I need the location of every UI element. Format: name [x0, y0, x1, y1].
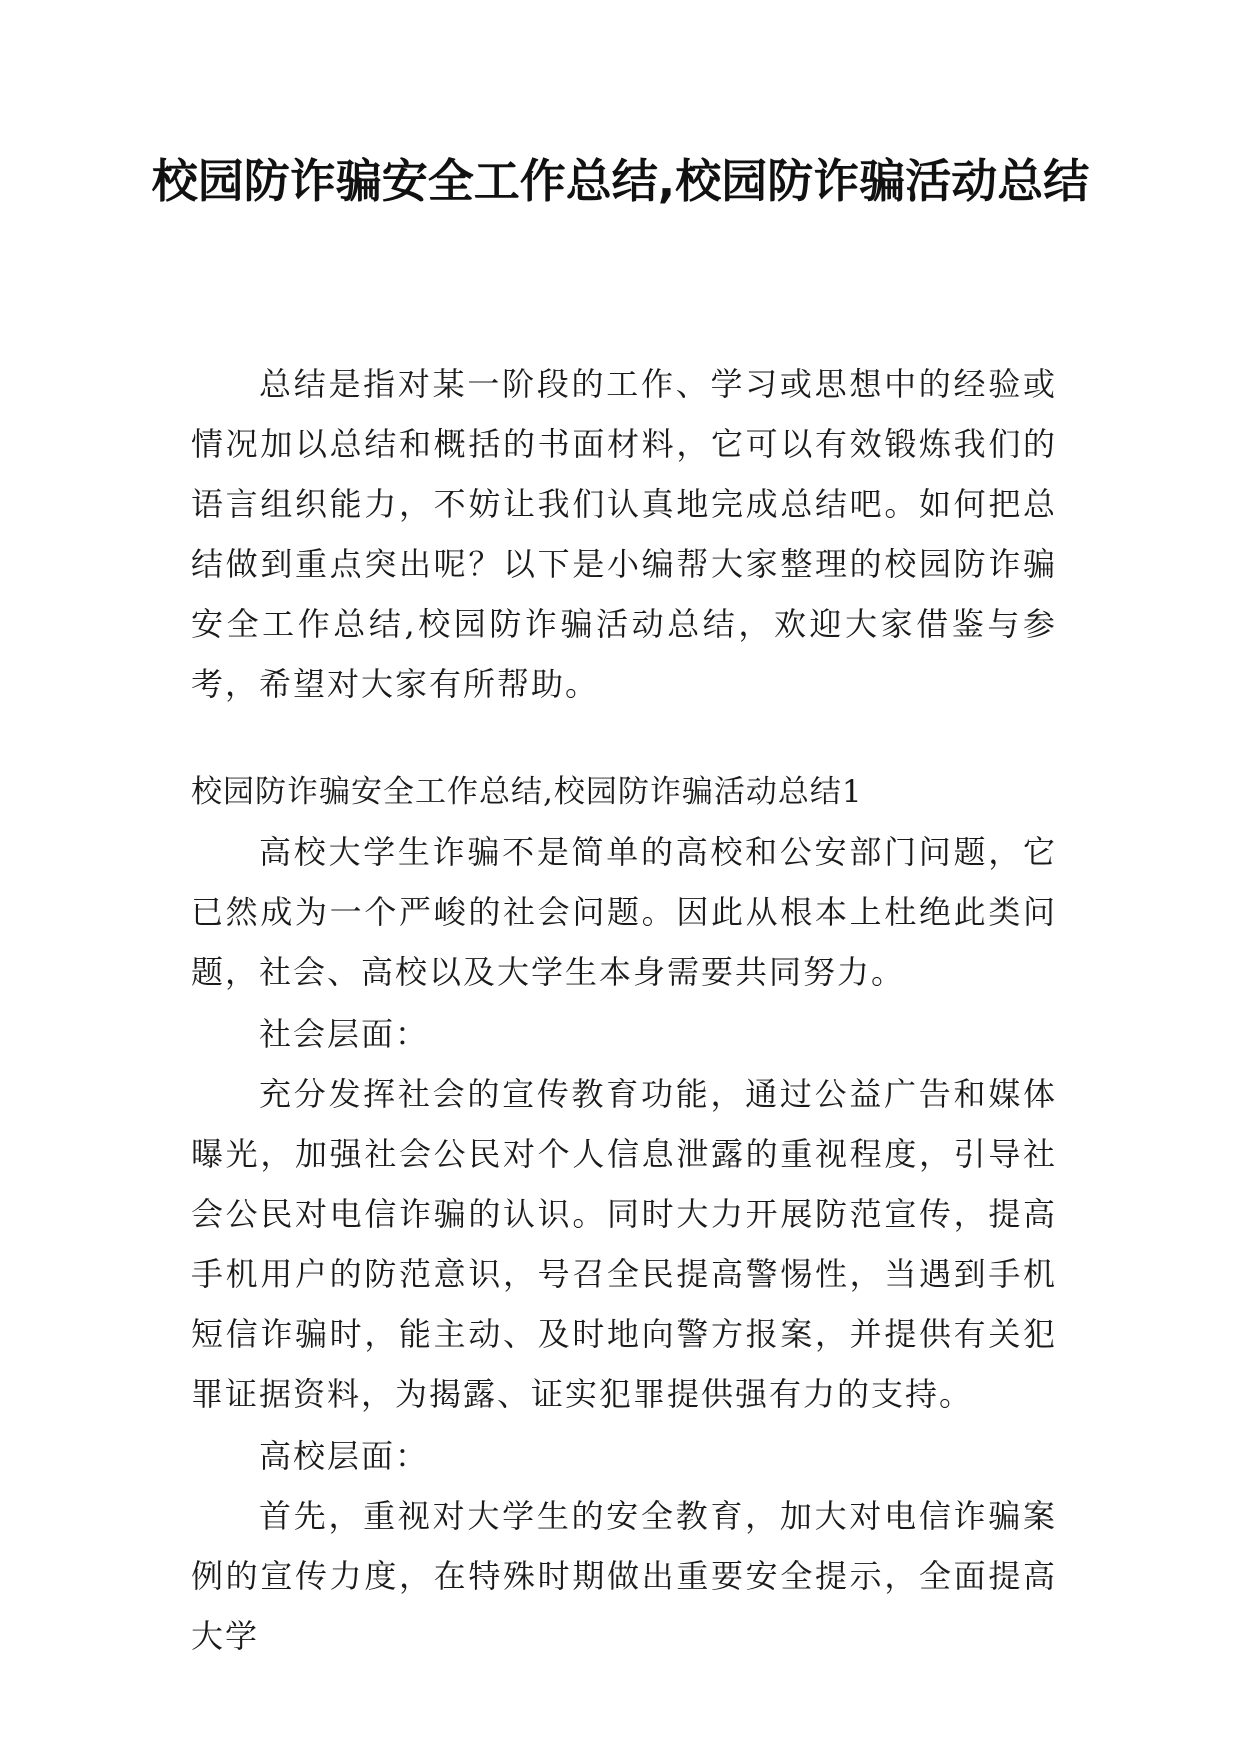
intro-paragraph: 总结是指对某一阶段的工作、学习或思想中的经验或情况加以总结和概括的书面材料，它可以有效锻炼我们的语言组织能力，不妨让我们认真地完成总结吧。如何把总结做到重点突出呢？以下是小编帮大家整理的校园防诈骗安全工作总结,校园防诈骗活动总结，欢迎大家借鉴与参考，希望对大家有所帮助。	[191, 365, 1057, 703]
body-paragraph: 高校大学生诈骗不是简单的高校和公安部门问题，它已然成为一个严峻的社会问题。因此从根本上杜绝此类问题，社会、高校以及大学生本身需要共同努力。	[191, 833, 1057, 991]
body-paragraph: 首先，重视对大学生的安全教育，加大对电信诈骗案例的宣传力度，在特殊时期做出重要安全提示，全面提高大学	[191, 1497, 1057, 1655]
body-paragraph: 充分发挥社会的宣传教育功能，通过公益广告和媒体曝光，加强社会公民对个人信息泄露的重视程度，引导社会公民对电信诈骗的认识。同时大力开展防范宣传，提高手机用户的防范意识，号召全民提高警惕性，当遇到手机短信诈骗时，能主动、及时地向警方报案，并提供有关犯罪证据资料，为揭露、证实犯罪提供强有力的支持。	[191, 1075, 1057, 1413]
section-heading: 校园防诈骗安全工作总结,校园防诈骗活动总结1	[191, 774, 863, 810]
subheading-society: 社会层面：	[259, 1015, 430, 1053]
subheading-school: 高校层面：	[259, 1437, 430, 1475]
document-title: 校园防诈骗安全工作总结,校园防诈骗活动总结	[151, 154, 1090, 208]
